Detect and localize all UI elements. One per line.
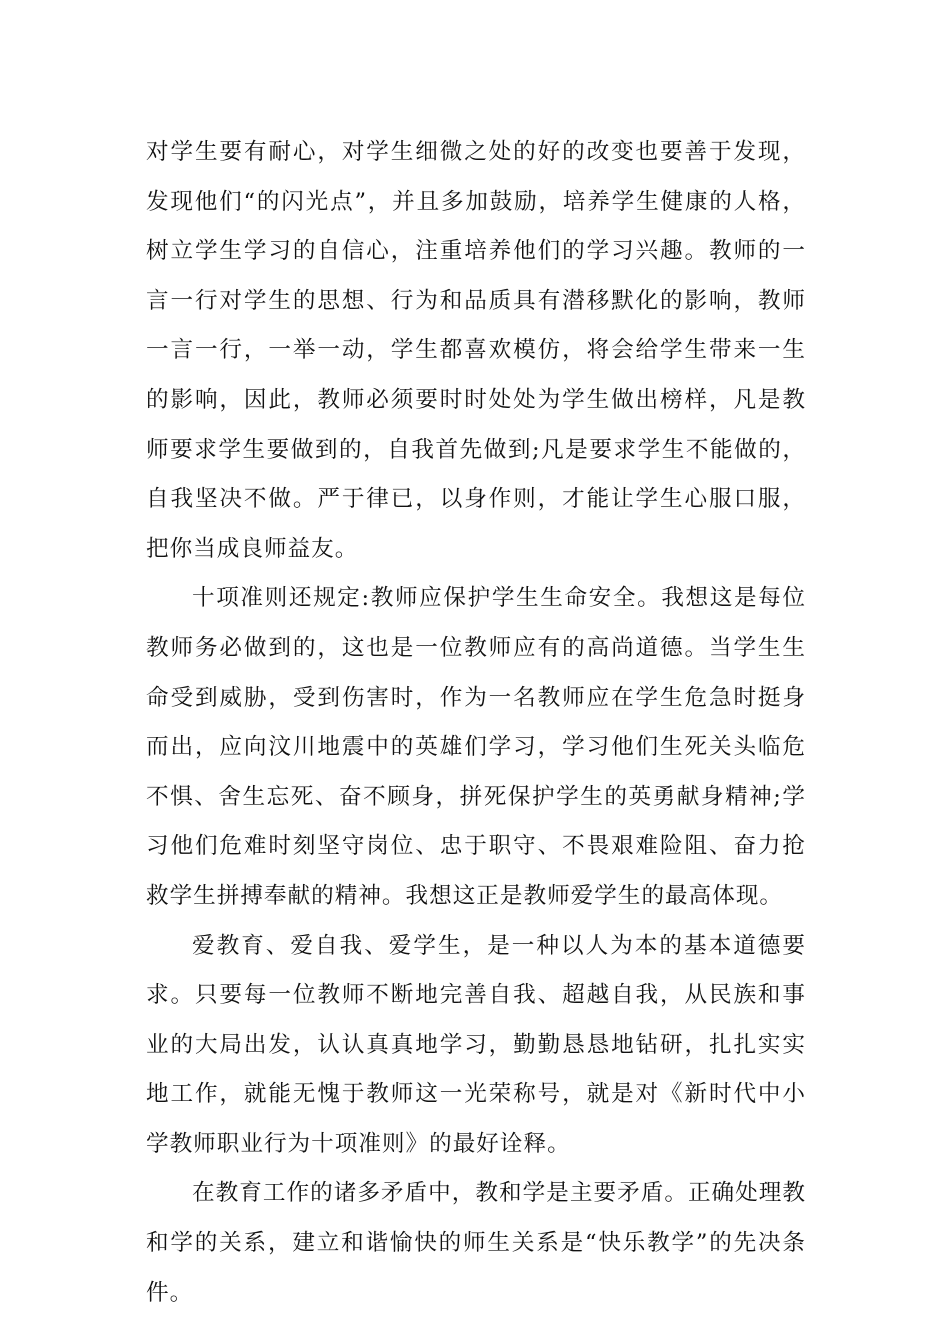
paragraph-1: 对学生要有耐心，对学生细微之处的好的改变也要善于发现，发现他们“的闪光点”，并且多加鼓励，培养学生健康的人格，树立学生学习的自信心，注重培养他们的学习兴趣。教师的一言一行对学生的思想、行为和品质具有潜移默化的影响，教师一言一行，一举一动，学生都喜欢模仿，将会给学生带来一生的影响，因此，教师必须要时时处处为学生做出榜样，凡是教师要求学生要做到的，自我首先做到;凡是要求学生不能做的，自我坚决不做。严于律已，以身作则，才能让学生心服口服，把你当成良师益友。	[146, 139, 806, 562]
paragraph-2: 十项准则还规定:教师应保护学生生命安全。我想这是每位教师务必做到的，这也是一位教师应有的高尚道德。当学生生命受到威胁，受到伤害时，作为一名教师应在学生危急时挺身而出，应向汶川地震中的英雄们学习，学习他们生死关头临危不惧、舍生忘死、奋不顾身，拼死保护学生的英勇献身精神;学习他们危难时刻坚守岗位、忠于职守、不畏艰难险阻、奋力抢救学生拼搏奉献的精神。我想这正是教师爱学生的最高体现。	[146, 585, 806, 909]
paragraph-4: 在教育工作的诸多矛盾中，教和学是主要矛盾。正确处理教和学的关系，建立和谐愉快的师生关系是“快乐教学”的先决条件。	[146, 1180, 806, 1306]
paragraph-3: 爱教育、爱自我、爱学生，是一种以人为本的基本道德要求。只要每一位教师不断地完善自我、超越自我，从民族和事业的大局出发，认认真真地学习，勤勤恳恳地钻研，扎扎实实地工作，就能无愧于教师这一光荣称号，就是对《新时代中小学教师职业行为十项准则》的最好诠释。	[146, 932, 806, 1157]
document-body	[146, 128, 806, 1318]
